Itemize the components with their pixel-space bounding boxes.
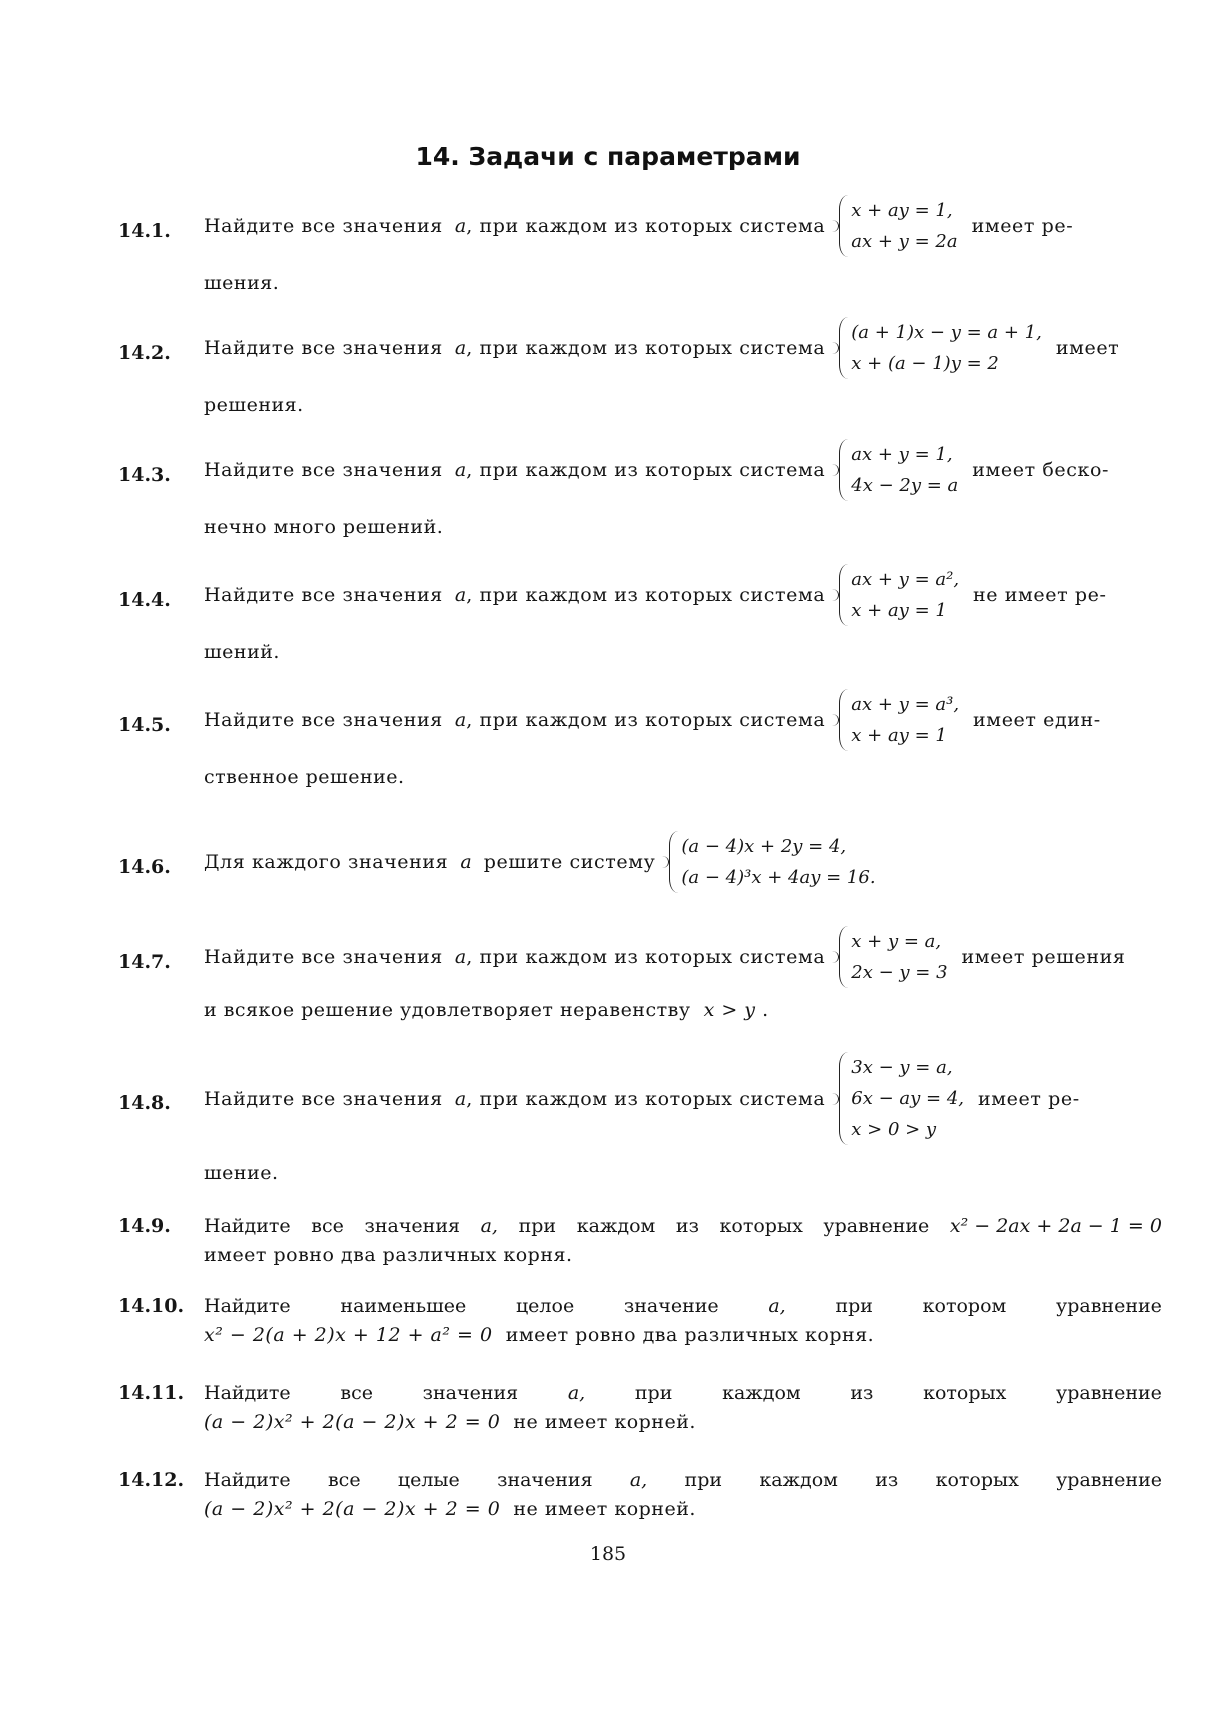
problem-line xyxy=(204,689,1162,751)
equation-system xyxy=(833,317,1042,379)
problem-continuation: шения. xyxy=(204,272,280,294)
variable: a, xyxy=(768,1295,786,1317)
word: все xyxy=(340,1382,373,1404)
equation: x + ay = 1, xyxy=(851,200,953,221)
problem-text: имеет беско- xyxy=(972,459,1110,481)
word: которых xyxy=(923,1382,1007,1404)
problem-continuation xyxy=(204,1411,1162,1433)
brace xyxy=(839,317,849,379)
equation: ax + y = 2a xyxy=(851,231,958,252)
problem-number: 14.12. xyxy=(118,1469,185,1491)
brace xyxy=(839,1052,849,1145)
equation-system xyxy=(833,564,959,626)
word: котором xyxy=(922,1295,1007,1317)
word: уравнение xyxy=(1056,1469,1162,1491)
problem-continuation: шений. xyxy=(204,641,280,663)
problem-number: 14.10. xyxy=(118,1295,185,1317)
equation: x² − 2(a + 2)x + 12 + a² = 0 xyxy=(204,1324,493,1346)
equation: ax + y = a², xyxy=(851,569,960,590)
equation: (a − 2)x² + 2(a − 2)x + 2 = 0 xyxy=(204,1498,501,1520)
equation: (a + 1)x − y = a + 1, xyxy=(851,322,1042,343)
word: каждом xyxy=(576,1215,656,1237)
problem-text: имеет ре- xyxy=(978,1087,1080,1110)
problem-continuation: нечно много решений. xyxy=(204,516,444,538)
problem-continuation: ственное решение. xyxy=(204,766,405,788)
problem-text: Найдите все значения xyxy=(204,946,443,968)
problem-text: решите систему xyxy=(483,851,656,873)
problem-continuation xyxy=(204,999,1162,1021)
problem-text: имеет един- xyxy=(973,709,1101,731)
equation: x + (a − 1)y = 2 xyxy=(851,353,999,374)
problem-text: , при каждом из которых система xyxy=(466,1087,826,1110)
word: каждом xyxy=(722,1382,801,1404)
problem-number: 14.8. xyxy=(118,1092,171,1114)
equation: 4x − 2y = a xyxy=(851,475,959,496)
word: все xyxy=(311,1215,344,1237)
word: значения xyxy=(497,1469,593,1491)
problem-line xyxy=(204,195,1162,257)
word: которых xyxy=(935,1469,1019,1491)
word: все xyxy=(327,1469,361,1491)
problem-line xyxy=(204,1382,1162,1404)
word: значения xyxy=(422,1382,519,1404)
variable: a xyxy=(454,709,467,731)
brace xyxy=(839,439,849,501)
variable: a xyxy=(454,946,467,968)
variable: a xyxy=(460,851,472,873)
word: целое xyxy=(515,1295,575,1317)
equation: 2x − y = 3 xyxy=(851,962,948,983)
problem-text: Найдите все значения xyxy=(204,459,443,481)
problem-text: имеет решения xyxy=(961,946,1126,968)
variable: a, xyxy=(629,1469,648,1491)
problem-line xyxy=(204,1215,1162,1237)
problem-text: , при каждом из которых система xyxy=(466,946,826,968)
equation: x + y = a, xyxy=(851,931,942,952)
variable: a xyxy=(454,584,467,606)
variable: a xyxy=(454,215,467,237)
equation: x + ay = 1 xyxy=(851,725,947,746)
problem-line xyxy=(204,1295,1162,1317)
equation: (a − 4)x + 2y = 4, xyxy=(681,836,847,857)
equation: ax + y = a³, xyxy=(851,694,960,715)
problem-text: , при каждом из которых система xyxy=(466,337,826,359)
variable: a xyxy=(454,1087,467,1110)
variable: a, xyxy=(567,1382,586,1404)
problem-continuation: имеет ровно два различных корня. xyxy=(204,1244,573,1266)
equation: 3x − y = a, xyxy=(851,1057,953,1078)
problem-line xyxy=(204,317,1162,379)
problem-text: Найдите все значения xyxy=(204,709,443,731)
equation-system xyxy=(833,689,959,751)
word: при xyxy=(835,1295,873,1317)
problem-text: и всякое решение удовлетворяет неравенству xyxy=(204,999,691,1021)
word: при xyxy=(518,1215,557,1237)
brace xyxy=(839,926,849,988)
word: целые xyxy=(397,1469,460,1491)
brace xyxy=(669,831,679,893)
brace xyxy=(839,564,849,626)
word: значения xyxy=(364,1215,460,1237)
problem-line xyxy=(204,1469,1162,1491)
problem-number: 14.9. xyxy=(118,1215,171,1237)
word: наименьшее xyxy=(340,1295,467,1317)
word: при xyxy=(684,1469,723,1491)
period: . xyxy=(762,999,769,1021)
word: из xyxy=(875,1469,899,1491)
problem-number: 14.11. xyxy=(118,1382,185,1404)
word: уравнение xyxy=(1056,1382,1162,1404)
word: значение xyxy=(623,1295,719,1317)
inequality: x > y xyxy=(703,999,756,1021)
problem-number: 14.5. xyxy=(118,714,171,736)
problem-continuation: решения. xyxy=(204,394,304,416)
page-title: 14. Задачи с параметрами xyxy=(415,142,801,171)
equation: x² − 2ax + 2a − 1 = 0 xyxy=(949,1215,1162,1237)
brace xyxy=(839,689,849,751)
problem-text: Найдите все значения xyxy=(204,1087,443,1110)
problem-line xyxy=(204,1052,1162,1145)
problem-text: имеет ре- xyxy=(971,215,1074,237)
problem-text: имеет xyxy=(1055,337,1120,359)
problem-number: 14.7. xyxy=(118,951,171,973)
page-number: 185 xyxy=(589,1543,627,1565)
equation: (a − 2)x² + 2(a − 2)x + 2 = 0 xyxy=(204,1411,501,1433)
brace xyxy=(839,195,849,257)
word: из xyxy=(850,1382,874,1404)
word: уравнение xyxy=(823,1215,930,1237)
equation: x > 0 > y xyxy=(851,1119,937,1140)
word: из xyxy=(675,1215,699,1237)
equation-system xyxy=(833,439,958,501)
word: каждом xyxy=(759,1469,838,1491)
problem-number: 14.6. xyxy=(118,856,171,878)
problem-text: не имеет ре- xyxy=(973,584,1107,606)
problem-continuation xyxy=(204,1324,1162,1346)
problem-text: Найдите все значения xyxy=(204,215,443,237)
problem-continuation xyxy=(204,1498,1162,1520)
problem-text: не имеет корней. xyxy=(513,1411,696,1433)
equation-system xyxy=(663,831,875,893)
problem-text: , при каждом из которых система xyxy=(466,459,826,481)
equation: x + ay = 1 xyxy=(851,600,947,621)
word: уравнение xyxy=(1056,1295,1162,1317)
problem-text: , при каждом из которых система xyxy=(466,709,826,731)
word: при xyxy=(634,1382,673,1404)
problem-number: 14.4. xyxy=(118,589,171,611)
problem-text: Найдите все значения xyxy=(204,584,443,606)
variable: a xyxy=(454,459,467,481)
equation: ax + y = 1, xyxy=(851,444,953,465)
variable: a xyxy=(454,337,467,359)
word: которых xyxy=(719,1215,803,1237)
word: Найдите xyxy=(204,1295,291,1317)
equation: 6x − ay = 4, xyxy=(851,1088,964,1109)
word: Найдите xyxy=(204,1382,291,1404)
problem-text: Найдите все значения xyxy=(204,337,443,359)
problem-text: Для каждого значения xyxy=(204,851,449,873)
equation-system xyxy=(833,195,957,257)
variable: a, xyxy=(480,1215,498,1237)
problem-text: имеет ровно два различных корня. xyxy=(505,1324,875,1346)
word: Найдите xyxy=(204,1215,291,1237)
problem-continuation: шение. xyxy=(204,1162,279,1184)
problem-line xyxy=(204,926,1162,988)
problem-line xyxy=(204,564,1162,626)
equation-system xyxy=(833,926,947,988)
problem-line xyxy=(204,439,1162,501)
problem-line xyxy=(204,831,884,893)
problem-text: не имеет корней. xyxy=(513,1498,696,1520)
problem-text: , при каждом из которых система xyxy=(466,215,826,237)
problem-number: 14.3. xyxy=(118,464,171,486)
equation: (a − 4)³x + 4ay = 16. xyxy=(681,867,876,888)
problem-number: 14.1. xyxy=(118,220,171,242)
word: Найдите xyxy=(204,1469,291,1491)
problem-text: , при каждом из которых система xyxy=(466,584,826,606)
problem-number: 14.2. xyxy=(118,342,171,364)
equation-system xyxy=(833,1052,964,1145)
